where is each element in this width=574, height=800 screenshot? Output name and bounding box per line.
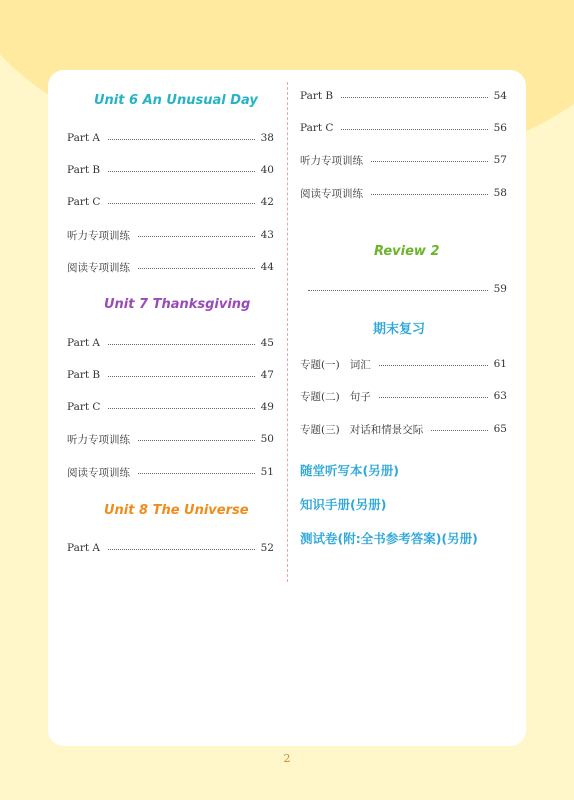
dot-leader (108, 203, 254, 204)
toc-entry[interactable] (67, 367, 274, 383)
supplement-dictation-book[interactable]: 随堂听写本(另册) (300, 463, 399, 478)
page-number: 45 (260, 337, 274, 349)
page-number: 61 (493, 358, 507, 370)
dot-leader (138, 473, 255, 474)
entry-label: 阅读专项训练 (67, 466, 130, 479)
toc-entry[interactable] (67, 227, 274, 243)
entry-label: Part B (67, 369, 101, 381)
page-number: 54 (493, 90, 507, 102)
page-number: 63 (493, 390, 507, 402)
entry-label: Part A (67, 132, 101, 144)
entry-label: Part C (300, 122, 334, 134)
dot-leader (371, 194, 488, 195)
dot-leader (108, 171, 254, 172)
toc-entry[interactable] (67, 259, 274, 275)
page-number: 42 (260, 196, 274, 208)
page-number: 51 (260, 466, 274, 478)
dot-leader (108, 549, 255, 550)
page-number: 65 (493, 423, 507, 435)
toc-entry[interactable] (67, 431, 274, 447)
final-review-heading: 期末复习 (373, 322, 426, 337)
page-number: 57 (493, 154, 507, 166)
toc-entry[interactable] (300, 185, 507, 201)
toc-entry[interactable] (67, 540, 274, 556)
entry-label: Part C (67, 401, 101, 413)
supplement-knowledge-handbook[interactable]: 知识手册(另册) (300, 497, 387, 512)
dot-leader (138, 268, 255, 269)
entry-label: 专题(二) (300, 390, 340, 403)
review2-heading: Review 2 (374, 244, 440, 259)
page-number: 47 (260, 369, 274, 381)
toc-entry[interactable] (300, 120, 507, 136)
toc-entry[interactable] (300, 421, 507, 437)
dot-leader (138, 440, 255, 441)
dot-leader (108, 376, 254, 377)
entry-label: Part B (67, 164, 101, 176)
entry-topic: 句子 (349, 390, 371, 403)
page-number: 38 (260, 132, 274, 144)
entry-label: Part B (300, 90, 334, 102)
unit7-heading: Unit 7 Thanksgiving (104, 297, 251, 312)
page-number: 49 (260, 401, 274, 413)
page-number: 59 (493, 283, 507, 295)
toc-entry[interactable] (300, 152, 507, 168)
entry-label: 阅读专项训练 (300, 187, 363, 200)
page-number: 50 (260, 433, 274, 445)
page-number: 44 (260, 261, 274, 273)
page-number: 58 (493, 187, 507, 199)
entry-topic: 对话和情景交际 (349, 423, 424, 436)
dot-leader (379, 365, 488, 366)
entry-label: 专题(一) (300, 358, 340, 371)
entry-label: 听力专项训练 (300, 154, 363, 167)
dot-leader (431, 430, 487, 431)
dot-leader (108, 139, 255, 140)
toc-entry[interactable] (67, 194, 274, 210)
toc-entry[interactable] (67, 464, 274, 480)
entry-label: Part A (67, 337, 101, 349)
page-number: 40 (260, 164, 274, 176)
dot-leader (341, 129, 487, 130)
toc-entry[interactable] (67, 130, 274, 146)
entry-label: 听力专项训练 (67, 229, 130, 242)
dot-leader (341, 97, 487, 98)
entry-topic: 词汇 (349, 358, 371, 371)
toc-entry[interactable] (67, 399, 274, 415)
page-number: 52 (260, 542, 274, 554)
toc-entry[interactable] (300, 356, 507, 372)
toc-entry[interactable] (67, 162, 274, 178)
unit6-heading: Unit 6 An Unusual Day (94, 93, 258, 108)
page-number-footer: 2 (283, 752, 291, 765)
toc-entry-review2[interactable] (300, 281, 507, 297)
page-number: 56 (493, 122, 507, 134)
dot-leader (379, 397, 488, 398)
entry-label: 阅读专项训练 (67, 261, 130, 274)
supplement-test-papers[interactable]: 测试卷(附:全书参考答案)(另册) (300, 531, 478, 546)
entry-label: Part C (67, 196, 101, 208)
column-divider (287, 82, 288, 582)
toc-entry[interactable] (67, 335, 274, 351)
dot-leader (308, 290, 488, 291)
dot-leader (108, 344, 255, 345)
toc-entry[interactable] (300, 388, 507, 404)
entry-label: 专题(三) (300, 423, 340, 436)
toc-entry[interactable] (300, 88, 507, 104)
dot-leader (371, 161, 488, 162)
entry-label: 听力专项训练 (67, 433, 130, 446)
dot-leader (108, 408, 254, 409)
page-number: 43 (260, 229, 274, 241)
entry-label: Part A (67, 542, 101, 554)
dot-leader (138, 236, 255, 237)
unit8-heading: Unit 8 The Universe (104, 503, 249, 518)
